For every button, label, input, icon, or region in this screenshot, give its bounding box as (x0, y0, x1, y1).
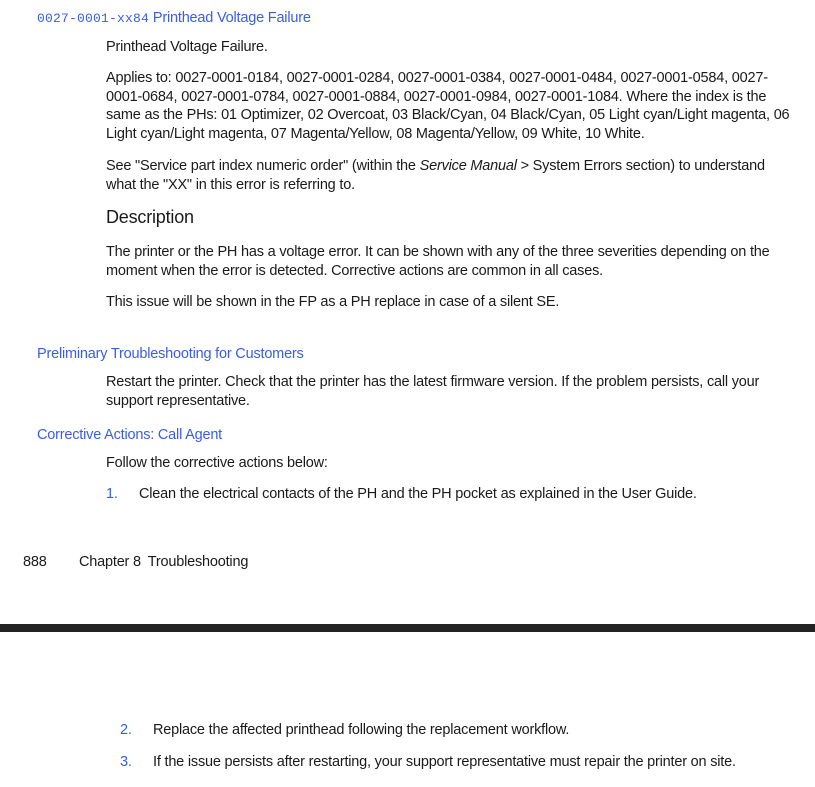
chapter-number: Chapter 8 (79, 554, 141, 570)
error-summary: Printhead Voltage Failure. (106, 39, 268, 55)
see-suffix: > System Errors section) to understand what the "XX" in this error is referring to. (106, 158, 765, 193)
see-prefix: See "Service part index numeric order" (within the (106, 158, 420, 174)
see-reference-text (106, 157, 796, 194)
error-code: 0027-0001-xx84 (37, 11, 150, 26)
step-text: If the issue persists after restarting, your support representative must repair the printer on site. (153, 754, 736, 770)
service-manual-ref: Service Manual (419, 158, 517, 174)
corrective-heading: Corrective Actions: Call Agent (37, 427, 223, 443)
page-break-divider (0, 624, 815, 632)
chapter-label (79, 554, 248, 570)
description-para-1: The printer or the PH has a voltage error. It can be shown with any of the three severities depending on the moment when the error is detected. Corrective actions are common in all cases. (106, 244, 770, 279)
description-para-2: This issue will be shown in the FP as a PH replace in case of a silent SE. (106, 294, 560, 310)
page-footer (23, 554, 47, 570)
step-text: Replace the affected printhead following the replacement workflow. (153, 722, 570, 738)
step-number: 3. (120, 754, 132, 770)
error-heading (37, 10, 311, 26)
error-title: Printhead Voltage Failure (152, 10, 311, 26)
applies-to-text: Applies to: 0027-0001-0184, 0027-0001-0284, 0027-0001-0384, 0027-0001-0484, 0027-0001-0584, 0027-0001-0684, 0027-0001-0784, 0027-0001-0884, 0027-0001-0984, 0027-0001-1084. Where the index is the same as the PHs: 01 Optimizer, 02 Overcoat, 03 Black/Cyan, 04 Black/Cyan, 05 Light cyan/Light magenta, 06 Light cyan/Light magenta, 07 Magenta/Yellow, 08 Magenta/Yellow, 09 White, 10 White. (106, 70, 790, 142)
corrective-intro: Follow the corrective actions below: (106, 455, 328, 471)
preliminary-text: Restart the printer. Check that the printer has the latest firmware version. If the problem persists, call your support representative. (106, 374, 760, 409)
step-number: 1. (106, 486, 118, 502)
preliminary-heading: Preliminary Troubleshooting for Customers (37, 346, 304, 362)
step-text: Clean the electrical contacts of the PH and the PH pocket as explained in the User Guide. (139, 486, 697, 502)
description-heading: Description (106, 207, 194, 227)
step-number: 2. (120, 722, 132, 738)
chapter-title: Troubleshooting (147, 554, 249, 570)
page-number: 888 (23, 554, 47, 570)
